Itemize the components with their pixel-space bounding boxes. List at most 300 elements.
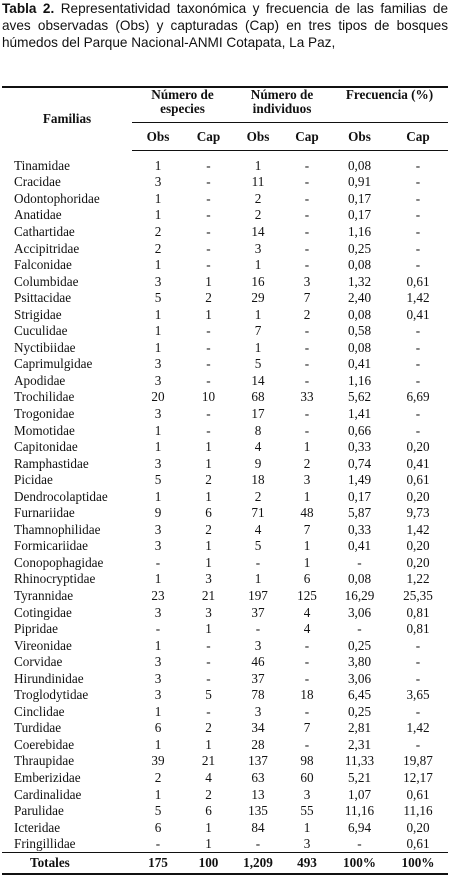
frecuencia-obs-cell: 0,17 [347,488,372,504]
especies-obs-cell: 1 [154,422,162,438]
frecuencia-cap-cell: - [415,207,421,223]
especies-obs-cell: 1 [154,703,162,719]
frecuencia-obs-cell: 2,40 [347,290,372,306]
especies-cap-cell: - [206,174,211,190]
especies-cap-cell: 1 [205,819,212,835]
individuos-cap-cell: 98 [300,753,314,769]
especies-obs-cell: 3 [154,405,162,421]
individuos-obs-cell: 5 [254,538,262,554]
header-numero-especies: Número de especies [132,87,233,123]
table-row [2,521,448,538]
individuos-cap-cell: 3 [303,273,311,289]
individuos-obs-cell: 4 [254,521,262,537]
especies-obs-cell: 20 [151,389,165,405]
frecuencia-obs-cell: 1,07 [347,786,372,802]
table-row [2,438,448,455]
especies-cap-cell: 1 [205,554,212,570]
table-row [2,174,448,191]
especies-obs-cell: 1 [154,786,162,802]
especies-cap-cell: 4 [205,770,212,785]
especies-obs-cell: 3 [154,654,162,670]
family-name-cell: Thamnophilidae [14,521,101,537]
especies-cap-cell: 1 [205,538,212,554]
family-name-cell: Turdidae [14,720,62,736]
individuos-cap-cell: - [304,372,310,388]
table-row [2,620,448,637]
frecuencia-cap-cell: 1,42 [406,521,430,537]
header-frecuencia-obs: Obs [331,123,388,151]
frecuencia-cap-cell: - [415,157,421,173]
frecuencia-cap-cell: 0,81 [406,621,430,637]
especies-cap-cell: 21 [201,753,216,769]
frecuencia-cap-cell: 1,22 [406,571,430,587]
frecuencia-obs-cell: 6,94 [347,819,372,835]
table-row [2,571,448,588]
family-name-cell: Cathartidae [14,223,75,239]
family-name-cell: Cracidae [14,174,61,190]
individuos-cap-cell: - [304,637,310,653]
frecuencia-cap-cell: 0,61 [406,273,430,289]
frecuencia-cap-cell: 0,20 [406,819,430,835]
especies-obs-cell: 3 [154,687,162,703]
family-name-cell: Columbidae [14,273,79,289]
individuos-obs-cell: 135 [248,803,268,819]
table-row [2,306,448,323]
individuos-obs-cell: 197 [248,587,268,603]
individuos-cap-cell: - [304,422,310,438]
individuos-cap-cell: - [304,703,310,719]
frecuencia-obs-cell: 0,08 [347,339,372,355]
table-row [2,322,448,339]
family-name-cell: Apodidae [14,372,66,388]
frecuencia-cap-cell: 0,20 [406,439,430,455]
especies-cap-cell: 5 [205,687,212,703]
individuos-cap-cell: 2 [303,455,311,471]
especies-obs-cell: 6 [154,720,162,736]
especies-cap-cell: 3 [205,604,212,620]
especies-obs-cell: 3 [154,455,162,471]
especies-cap-cell: - [206,157,211,173]
family-name-cell: Fringillidae [14,836,76,852]
especies-cap-cell: - [206,637,211,653]
especies-cap-cell: - [206,323,211,339]
table-row [2,554,448,571]
frecuencia-cap-cell: 0,20 [406,488,430,504]
frecuencia-cap-cell: 12,17 [403,770,433,785]
frecuencia-obs-cell: 2,81 [347,720,372,736]
especies-cap-cell: 2 [205,786,212,802]
table-row [2,240,448,257]
totals-row [2,852,448,874]
individuos-obs-cell: 137 [248,753,268,769]
frecuencia-obs-cell: 6,45 [347,687,372,703]
family-name-cell: Falconidae [14,257,72,273]
table-row [2,637,448,654]
individuos-obs-cell: 2 [254,190,262,206]
caption-text: Representatividad taxonómica y frecuencia de las familias de aves observadas (Obs) y capturadas (Cap) en tres tipos de bosques húmedos del Parque Nacional-ANMI Cotapata, La Paz, [2,1,449,51]
especies-obs-cell: 2 [154,770,162,785]
frecuencia-obs-cell: 0,08 [347,257,372,273]
frecuencia-obs-cell: 1,41 [347,405,372,421]
table-row [2,356,448,373]
family-name-cell: Caprimulgidae [14,356,93,372]
especies-obs-cell: 1 [154,571,162,587]
table-row [2,488,448,505]
header-frecuencia-cap: Cap [388,123,448,151]
frecuencia-obs-cell: - [357,621,362,637]
frecuencia-cap-cell: - [415,257,421,273]
table-row [2,190,448,207]
especies-obs-cell: 3 [154,604,162,620]
especies-obs-cell: 6 [154,819,162,835]
frecuencia-cap-cell: - [415,190,421,206]
table-row [2,819,448,836]
especies-cap-cell: - [206,339,211,355]
family-name-cell: Hirundinidae [14,670,84,686]
table-row [2,604,448,621]
frecuencia-obs-cell: 0,08 [347,571,372,587]
frecuencia-obs-cell: 0,66 [347,422,372,438]
individuos-cap-cell: 55 [300,803,314,819]
family-name-cell: Cuculidae [14,323,68,339]
table-row [2,256,448,273]
frecuencia-obs-cell: 0,33 [347,439,372,455]
especies-obs-cell: 1 [154,637,162,653]
individuos-cap-cell: 7 [303,290,311,306]
frecuencia-cap-cell: 3,65 [406,687,430,703]
frecuencia-cap-cell: - [415,422,421,438]
individuos-cap-cell: 2 [303,306,311,322]
table-caption [2,0,448,52]
individuos-obs-cell: 29 [251,290,265,306]
individuos-cap-cell: 60 [300,770,314,785]
frecuencia-cap-cell: 0,20 [406,538,430,554]
frecuencia-obs-cell: 0,41 [347,538,372,554]
especies-obs-cell: 1 [154,488,162,504]
table-row [2,802,448,819]
individuos-cap-cell: 1 [303,819,311,835]
family-name-cell: Pipridae [14,621,58,637]
especies-obs-cell: 23 [151,587,165,603]
frecuencia-cap-cell: 0,81 [406,604,430,620]
family-name-cell: Tyrannidae [14,587,74,603]
especies-obs-cell: - [155,554,161,570]
family-name-cell: Psittacidae [14,290,72,306]
family-name-cell: Emberizidae [14,770,81,785]
especies-obs-cell: - [155,621,161,637]
frecuencia-obs-cell: 3,80 [347,654,372,670]
frecuencia-cap-cell: 0,41 [406,455,430,471]
individuos-obs-cell: 34 [251,720,265,736]
family-name-cell: Nyctibiidae [14,339,76,355]
frecuencia-obs-cell: 0,08 [347,157,372,173]
especies-obs-cell: 5 [154,290,162,306]
family-name-cell: Coerebidae [14,736,75,752]
family-name-cell: Momotidae [14,422,75,438]
individuos-cap-cell: 18 [300,687,314,703]
especies-obs-cell: 3 [154,670,162,686]
especies-cap-cell: 10 [201,389,216,405]
table-row [2,538,448,555]
family-name-cell: Picidae [14,472,53,488]
frecuencia-obs-cell: 2,31 [347,736,372,752]
table-row [2,223,448,240]
totals-individuos-cap: 493 [283,852,331,874]
individuos-obs-cell: - [255,836,261,852]
bird-families-table [2,86,448,875]
individuos-obs-cell: 16 [251,273,265,289]
totals-frecuencia-cap: 100% [388,852,448,874]
individuos-cap-cell: - [304,240,310,256]
family-name-cell: Accipitridae [14,240,80,256]
family-name-cell: Corvidae [14,654,63,670]
frecuencia-obs-cell: 0,25 [347,637,372,653]
especies-cap-cell: - [206,257,211,273]
frecuencia-cap-cell: 19,87 [403,753,433,769]
frecuencia-cap-cell: - [415,339,421,355]
especies-cap-cell: - [206,356,211,372]
individuos-obs-cell: 1 [254,339,262,355]
frecuencia-obs-cell: 5,87 [347,505,372,521]
frecuencia-cap-cell: 11,16 [403,803,433,819]
frecuencia-cap-cell: 0,61 [406,786,430,802]
totals-especies-obs: 175 [132,852,184,874]
family-name-cell: Cinclidae [14,703,65,719]
individuos-obs-cell: 46 [251,654,265,670]
header-especies-cap: Cap [184,123,233,151]
individuos-obs-cell: 13 [251,786,265,802]
especies-obs-cell: 2 [154,240,162,256]
individuos-cap-cell: 3 [303,472,311,488]
frecuencia-obs-cell: 0,17 [347,190,372,206]
table-row [2,753,448,770]
header-individuos-obs: Obs [233,123,283,151]
individuos-obs-cell: 71 [251,505,265,521]
frecuencia-cap-cell: - [415,240,421,256]
frecuencia-obs-cell: 0,08 [347,306,372,322]
especies-cap-cell: 1 [205,273,212,289]
frecuencia-obs-cell: 0,25 [347,703,372,719]
individuos-cap-cell: 1 [303,488,311,504]
frecuencia-obs-cell: 0,33 [347,521,372,537]
frecuencia-cap-cell: - [415,174,421,190]
especies-cap-cell: 6 [205,803,212,819]
frecuencia-cap-cell: 0,61 [406,836,430,852]
individuos-cap-cell: 6 [303,571,311,587]
individuos-obs-cell: 9 [254,455,262,471]
table-row [2,687,448,704]
individuos-obs-cell: 2 [254,207,262,223]
individuos-cap-cell: 3 [303,786,311,802]
frecuencia-cap-cell: - [415,323,421,339]
header-especies-obs: Obs [132,123,184,151]
frecuencia-obs-cell: 5,62 [347,389,372,405]
totals-individuos-obs: 1,209 [233,852,283,874]
individuos-obs-cell: 3 [254,637,262,653]
frecuencia-cap-cell: - [415,372,421,388]
individuos-obs-cell: 1 [254,571,262,587]
table-row [2,455,448,472]
family-name-cell: Cardinalidae [14,786,82,802]
frecuencia-cap-cell: - [415,736,421,752]
table-row [2,422,448,439]
table-row [2,670,448,687]
family-name-cell: Conopophagidae [14,554,104,570]
family-name-cell: Trochilidae [14,389,75,405]
especies-obs-cell: 3 [154,372,162,388]
frecuencia-obs-cell: - [357,836,362,852]
especies-obs-cell: 1 [154,323,162,339]
table-row [2,720,448,737]
individuos-obs-cell: 1 [254,157,262,173]
individuos-obs-cell: 4 [254,439,262,455]
individuos-cap-cell: 125 [297,587,317,603]
individuos-obs-cell: 7 [254,323,262,339]
especies-obs-cell: 3 [154,174,162,190]
individuos-cap-cell: - [304,257,310,273]
family-name-cell: Ramphastidae [14,455,89,471]
especies-cap-cell: 1 [205,488,212,504]
especies-cap-cell: 1 [205,439,212,455]
especies-cap-cell: 1 [205,621,212,637]
family-name-cell: Cotingidae [14,604,72,620]
individuos-cap-cell: - [304,207,310,223]
individuos-obs-cell: 28 [251,736,265,752]
family-name-cell: Strigidae [14,306,62,322]
table-row [2,703,448,720]
frecuencia-obs-cell: 16,29 [344,587,375,603]
frecuencia-cap-cell: 1,42 [406,720,430,736]
table-row [2,389,448,406]
frecuencia-obs-cell: 1,16 [347,223,372,239]
especies-cap-cell: - [206,207,211,223]
especies-obs-cell: 1 [154,207,162,223]
especies-cap-cell: - [206,240,211,256]
especies-obs-cell: 1 [154,190,162,206]
table-row [2,736,448,753]
individuos-obs-cell: 37 [251,604,265,620]
table-row [2,504,448,521]
individuos-cap-cell: - [304,405,310,421]
individuos-cap-cell: - [304,223,310,239]
individuos-cap-cell: - [304,356,310,372]
individuos-cap-cell: 48 [300,505,314,521]
frecuencia-obs-cell: - [357,554,362,570]
especies-cap-cell: 3 [205,571,212,587]
frecuencia-obs-cell: 3,06 [347,670,372,686]
especies-obs-cell: 3 [154,356,162,372]
table-row [2,653,448,670]
especies-cap-cell: - [206,422,211,438]
especies-obs-cell: 3 [154,521,162,537]
table-row [2,769,448,786]
individuos-obs-cell: 2 [254,488,262,504]
especies-obs-cell: 3 [154,538,162,554]
frecuencia-obs-cell: 1,32 [347,273,372,289]
frecuencia-obs-cell: 0,17 [347,207,372,223]
individuos-obs-cell: 3 [254,240,262,256]
individuos-obs-cell: 18 [251,472,265,488]
frecuencia-cap-cell: 25,35 [403,587,433,603]
table-row [2,587,448,604]
frecuencia-obs-cell: 0,91 [347,174,372,190]
frecuencia-obs-cell: 0,58 [347,323,372,339]
frecuencia-cap-cell: 0,41 [406,306,430,322]
table-row [2,207,448,224]
frecuencia-obs-cell: 0,25 [347,240,372,256]
especies-cap-cell: 2 [205,472,212,488]
especies-cap-cell: 1 [205,836,212,852]
especies-cap-cell: - [206,670,211,686]
especies-obs-cell: 3 [154,273,162,289]
table-row [2,157,448,174]
especies-cap-cell: - [206,223,211,239]
especies-cap-cell: 21 [201,587,216,603]
individuos-obs-cell: 17 [251,405,265,421]
frecuencia-obs-cell: 1,16 [347,372,372,388]
individuos-cap-cell: - [304,157,310,173]
table-row [2,273,448,290]
family-name-cell: Troglodytidae [14,687,89,703]
especies-cap-cell: 1 [205,455,212,471]
especies-obs-cell: 1 [154,339,162,355]
frecuencia-cap-cell: - [415,356,421,372]
frecuencia-cap-cell: - [415,654,421,670]
family-name-cell: Icteridae [14,819,61,835]
especies-cap-cell: 2 [205,521,212,537]
header-individuos-cap: Cap [283,123,331,151]
frecuencia-cap-cell: 1,42 [406,290,430,306]
individuos-obs-cell: 84 [251,819,265,835]
family-name-cell: Odontophoridae [14,190,100,206]
frecuencia-obs-cell: 5,21 [347,770,372,785]
individuos-cap-cell: - [304,190,310,206]
individuos-cap-cell: 7 [303,720,311,736]
frecuencia-cap-cell: 6,69 [406,389,430,405]
especies-cap-cell: - [206,190,211,206]
especies-obs-cell: 1 [154,306,162,322]
especies-cap-cell: 6 [205,505,212,521]
individuos-obs-cell: 63 [251,770,265,785]
table-row [2,835,448,852]
frecuencia-cap-cell: - [415,637,421,653]
individuos-obs-cell: 11 [251,174,265,190]
frecuencia-cap-cell: - [415,670,421,686]
individuos-cap-cell: - [304,339,310,355]
header-row-groups [2,87,448,123]
frecuencia-cap-cell: 9,73 [406,505,430,521]
individuos-cap-cell: - [304,654,310,670]
individuos-cap-cell: - [304,174,310,190]
especies-cap-cell: - [206,654,211,670]
family-name-cell: Anatidae [14,207,62,223]
individuos-cap-cell: - [304,323,310,339]
individuos-cap-cell: - [304,736,310,752]
especies-obs-cell: 1 [154,736,162,752]
table-row [2,786,448,803]
individuos-obs-cell: 5 [254,356,262,372]
especies-obs-cell: 9 [154,505,162,521]
totals-especies-cap: 100 [184,852,233,874]
family-name-cell: Furnariidae [14,505,75,521]
especies-cap-cell: - [206,703,211,719]
family-name-cell: Thraupidae [14,753,75,769]
family-name-cell: Capitonidae [14,439,78,455]
especies-obs-cell: 39 [151,753,165,769]
especies-obs-cell: 1 [154,157,162,173]
family-name-cell: Formicariidae [14,538,88,554]
individuos-cap-cell: 3 [303,836,311,852]
